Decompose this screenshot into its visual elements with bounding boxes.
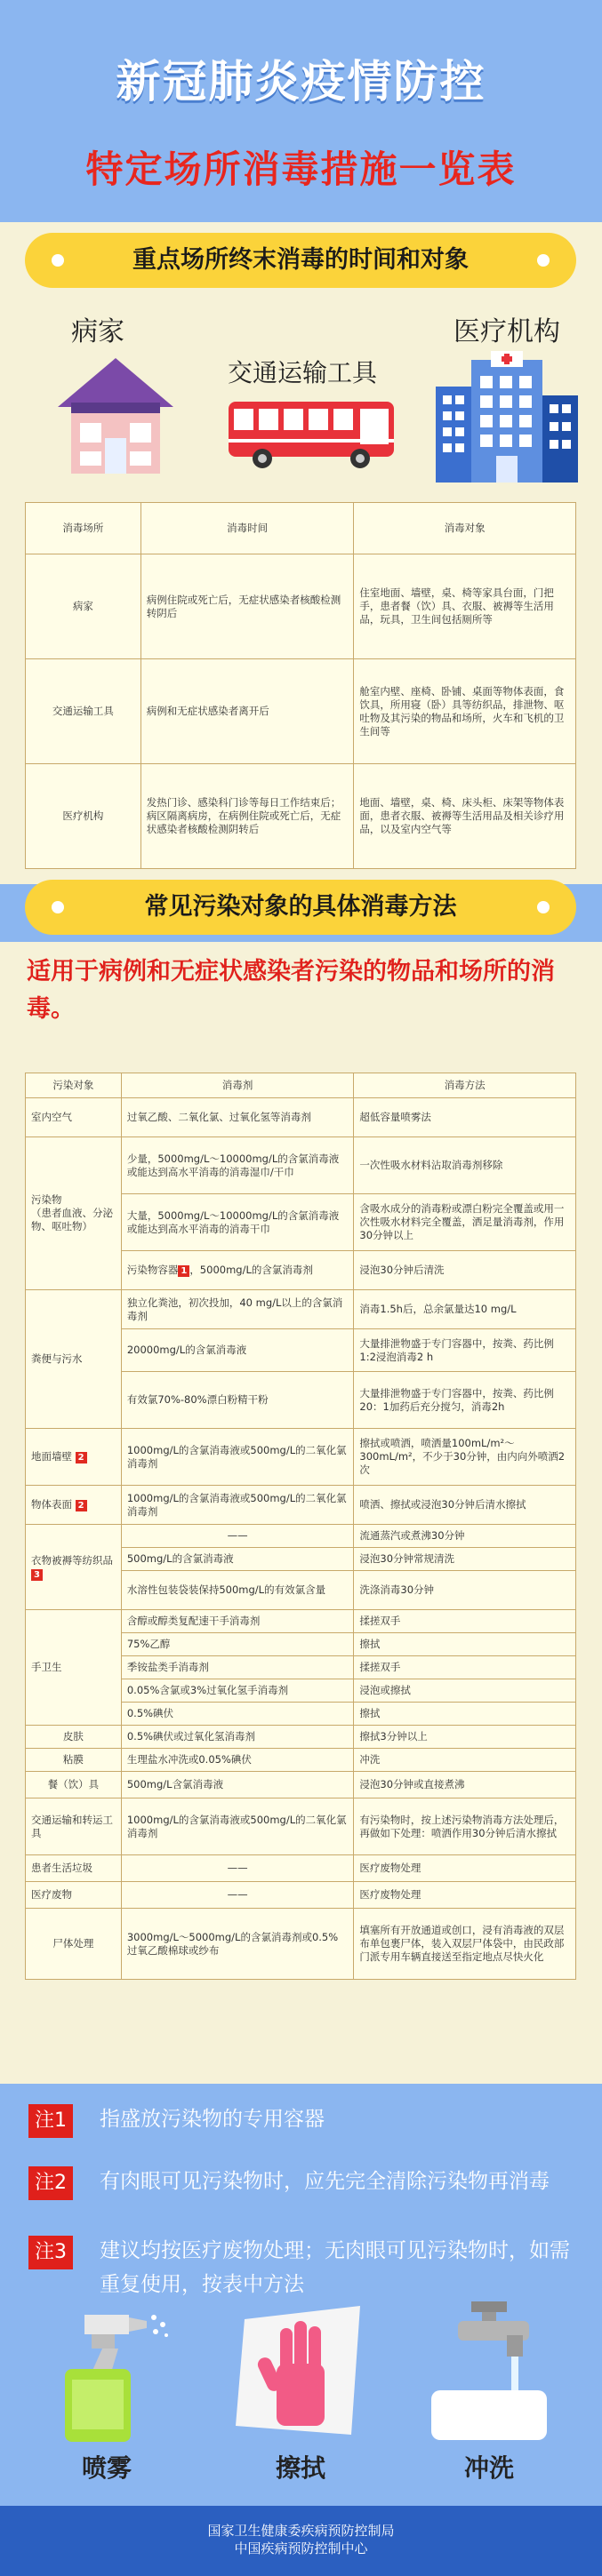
table-cell: 大量排泄物盛于专门容器中，按粪、药比例1:2浸泡消毒2 h <box>354 1329 576 1372</box>
table-cell: 浸泡30分钟后清洗 <box>354 1251 576 1290</box>
cell-text: 物体表面 <box>31 1498 72 1511</box>
table-cell: 病例和无症状感染者离开后 <box>140 659 354 764</box>
table-row <box>26 659 576 764</box>
table-cell: 500mg/L的含氯消毒液 <box>121 1548 354 1571</box>
table-row <box>26 1098 576 1137</box>
note-text: 建议均按医疗废物处理；无肉眼可见污染物时，如需重复使用，按表中方法 <box>100 2239 570 2296</box>
table-cell: 病例住院或死亡后，无症状感染者核酸检测转阴后 <box>140 554 354 659</box>
terminal-disinfection-table <box>25 502 576 869</box>
table-cell: 揉搓双手 <box>354 1656 576 1679</box>
cell-text: ，5000mg/L的含氯消毒剂 <box>189 1264 313 1276</box>
table-cell: 1000mg/L的含氯消毒液或500mg/L的二氧化氯消毒剂 <box>121 1429 354 1486</box>
method-label-spray: 喷雾 <box>81 2453 132 2483</box>
method-label-rinse: 冲洗 <box>463 2453 514 2483</box>
place-label-home: 病家 <box>71 316 124 347</box>
table-row <box>26 1137 576 1194</box>
note-tag: 注2 <box>28 2166 73 2200</box>
table-cell <box>26 1525 122 1610</box>
disinfection-methods-table <box>25 1073 576 1980</box>
table-cell: 尸体处理 <box>26 1909 122 1980</box>
table-cell: —— <box>121 1855 354 1882</box>
table-cell: —— <box>121 1882 354 1909</box>
table-row <box>26 1726 576 1749</box>
table-cell: 1000mg/L的含氯消毒液或500mg/L的二氧化氯消毒剂 <box>121 1486 354 1525</box>
footer-org-1: 国家卫生健康委疾病预防控制局 <box>207 2523 395 2539</box>
table-cell: 交通运输和转运工具 <box>26 1798 122 1855</box>
section2-intro: 适用于病例和无症状感染者污染的物品和场所的消毒。 <box>27 958 555 1023</box>
table-row <box>26 1855 576 1882</box>
note-marker: 1 <box>178 1265 189 1277</box>
page-subtitle: 特定场所消毒措施一览表 <box>85 148 517 191</box>
table-cell: 20000mg/L的含氯消毒液 <box>121 1329 354 1372</box>
table-cell: 手卫生 <box>26 1610 122 1726</box>
table-cell: 水溶性包装袋装保持500mg/L的有效氯含量 <box>121 1571 354 1610</box>
hospital-icon <box>436 351 578 483</box>
table-row <box>26 1610 576 1633</box>
glove-wipe-icon <box>227 2301 369 2444</box>
table-row <box>26 1290 576 1329</box>
table-cell: 住室地面、墙壁，桌、椅等家具台面，门把手，患者餐（饮）具、衣服、被褥等生活用品，玩具，卫生间包括厕所等 <box>354 554 576 659</box>
section1-heading <box>25 233 576 288</box>
table-cell: 地面、墙壁，桌、椅、床头柜、床架等物体表面，患者衣服、被褥等生活用品及相关诊疗用品，以及室内空气等 <box>354 764 576 869</box>
table-cell: 污染物 （患者血液、分泌物、呕吐物） <box>26 1137 122 1290</box>
table-cell: 餐（饮）具 <box>26 1772 122 1798</box>
table-cell: 擦拭 <box>354 1633 576 1656</box>
table-cell: 流通蒸汽或煮沸30分钟 <box>354 1525 576 1548</box>
table-cell: 粪便与污水 <box>26 1290 122 1429</box>
footer <box>0 2506 602 2576</box>
table-cell: 揉搓双手 <box>354 1610 576 1633</box>
table-cell: —— <box>121 1525 354 1548</box>
table-cell: 少量，5000mg/L～10000mg/L的含氯消毒液或能达到高水平消毒的消毒湿巾/干巾 <box>121 1137 354 1194</box>
cell-text: 地面墙壁 <box>31 1450 72 1463</box>
table-row <box>26 554 576 659</box>
page-title: 新冠肺炎疫情防控 <box>116 56 486 108</box>
table-cell: 医疗废物处理 <box>354 1855 576 1882</box>
table-row <box>26 1772 576 1798</box>
table-cell: 交通运输工具 <box>26 659 141 764</box>
table-cell: 粘膜 <box>26 1749 122 1772</box>
table-cell: 擦拭或喷洒，喷洒量100mL/m²～300mL/m²，不少于30分钟，由内向外喷洒2次 <box>354 1429 576 1486</box>
table-header: 消毒对象 <box>354 503 576 554</box>
table-cell: 过氧乙酸、二氧化氯、过氧化氢等消毒剂 <box>121 1098 354 1137</box>
cell-text: 污染物容器 <box>126 1264 179 1276</box>
place-label-medical: 医疗机构 <box>454 316 560 347</box>
note-marker: 2 <box>76 1500 87 1511</box>
table-row <box>26 1429 576 1486</box>
table-cell: 室内空气 <box>26 1098 122 1137</box>
table-cell: 擦拭 <box>354 1703 576 1726</box>
section1-heading-text: 重点场所终末消毒的时间和对象 <box>132 246 469 274</box>
table-cell: 患者生活垃圾 <box>26 1855 122 1882</box>
table-cell: 0.5%碘伏 <box>121 1703 354 1726</box>
table-header: 消毒时间 <box>140 503 354 554</box>
table-cell: 有效氯70%-80%漂白粉精干粉 <box>121 1372 354 1429</box>
table-cell <box>121 1251 354 1290</box>
table-header: 消毒剂 <box>121 1073 354 1098</box>
table-cell: 喷洒、擦拭或浸泡30分钟后清水擦拭 <box>354 1486 576 1525</box>
table-cell: 3000mg/L～5000mg/L的含氯消毒剂或0.5%过氧乙酸棉球或纱布 <box>121 1909 354 1980</box>
table-cell: 皮肤 <box>26 1726 122 1749</box>
table-cell: 大量，5000mg/L～10000mg/L的含氯消毒液或能达到高水平消毒的消毒干巾 <box>121 1194 354 1251</box>
spray-bottle-icon <box>49 2310 173 2444</box>
table-header: 消毒场所 <box>26 503 141 554</box>
table-cell: 生理盐水冲洗或0.05%碘伏 <box>121 1749 354 1772</box>
table-cell: 0.05%含氯或3%过氧化氢手消毒剂 <box>121 1679 354 1703</box>
table-cell <box>26 1429 122 1486</box>
table-cell: 有污染物时，按上述污染物消毒方法处理后，再做如下处理：喷洒作用30分钟后清水擦拭 <box>354 1798 576 1855</box>
table-cell: 医疗废物处理 <box>354 1882 576 1909</box>
footer-org-2: 中国疾病预防控制中心 <box>234 2540 368 2556</box>
table-cell: 超低容量喷雾法 <box>354 1098 576 1137</box>
table-cell: 一次性吸水材料沾取消毒剂移除 <box>354 1137 576 1194</box>
table-cell: 季铵盐类手消毒剂 <box>121 1656 354 1679</box>
method-label-wipe: 擦拭 <box>275 2453 325 2483</box>
note-tag: 注3 <box>28 2236 73 2269</box>
table-cell: 浸泡30分钟常规清洗 <box>354 1548 576 1571</box>
table-cell: 冲洗 <box>354 1749 576 1772</box>
table-cell: 舱室内壁、座椅、卧铺、桌面等物体表面，食饮具，所用寝（卧）具等纺织品，排泄物、呕吐物及其污染的物品和场所，火车和飞机的卫生间等 <box>354 659 576 764</box>
header <box>0 0 602 222</box>
table-row <box>26 1798 576 1855</box>
section2-heading-text: 常见污染对象的具体消毒方法 <box>144 893 457 921</box>
table-row <box>26 764 576 869</box>
bus-icon <box>227 400 396 471</box>
note-tag: 注1 <box>28 2104 73 2138</box>
table-cell <box>26 1486 122 1525</box>
faucet-icon <box>422 2301 556 2444</box>
table-cell: 洗涤消毒30分钟 <box>354 1571 576 1610</box>
table-cell: 含醇或醇类复配速干手消毒剂 <box>121 1610 354 1633</box>
table-cell: 消毒1.5h后，总余氯量达10 mg/L <box>354 1290 576 1329</box>
table-cell: 病家 <box>26 554 141 659</box>
table-cell: 1000mg/L的含氯消毒液或500mg/L的二氧化氯消毒剂 <box>121 1798 354 1855</box>
table-cell: 填塞所有开放通道或创口，浸有消毒液的双层布单包裹尸体，装入双层尸体袋中，由民政部门派专用车辆直接送至指定地点尽快火化 <box>354 1909 576 1980</box>
table-row <box>26 1486 576 1525</box>
note-text: 有肉眼可见污染物时，应先完全清除污染物再消毒 <box>100 2170 550 2193</box>
table-header: 消毒方法 <box>354 1073 576 1098</box>
table-cell: 独立化粪池，初次投加，40 mg/L以上的含氯消毒剂 <box>121 1290 354 1329</box>
table-cell: 75%乙醇 <box>121 1633 354 1656</box>
table-cell: 擦拭3分钟以上 <box>354 1726 576 1749</box>
note-text: 指盛放污染物的专用容器 <box>100 2108 325 2131</box>
table-cell: 500mg/L含氯消毒液 <box>121 1772 354 1798</box>
table-row <box>26 1525 576 1548</box>
table-cell: 含吸水成分的消毒粉或漂白粉完全覆盖或用一次性吸水材料完全覆盖，洒足量消毒剂，作用30分钟以上 <box>354 1194 576 1251</box>
place-label-transport: 交通运输工具 <box>227 358 377 387</box>
note-marker: 2 <box>76 1452 87 1463</box>
note-marker: 3 <box>31 1569 43 1581</box>
table-row <box>26 1749 576 1772</box>
table-cell: 浸泡30分钟或直接煮沸 <box>354 1772 576 1798</box>
section2-heading <box>25 880 576 935</box>
cell-text: 衣物被褥等纺织品 <box>31 1553 113 1567</box>
house-icon <box>53 354 178 478</box>
table-cell: 0.5%碘伏或过氧化氢消毒剂 <box>121 1726 354 1749</box>
table-cell: 发热门诊、感染科门诊等每日工作结束后；病区隔离病房，在病例住院或死亡后，无症状感染者核酸检测阴转后 <box>140 764 354 869</box>
table-header-row <box>26 1073 576 1098</box>
table-row <box>26 1909 576 1980</box>
table-cell: 医疗机构 <box>26 764 141 869</box>
table-cell: 医疗废物 <box>26 1882 122 1909</box>
table-header-row <box>26 503 576 554</box>
table-cell: 浸泡或擦拭 <box>354 1679 576 1703</box>
table-row <box>26 1882 576 1909</box>
table-cell: 大量排泄物盛于专门容器中，按粪、药比例20：1加药后充分搅匀，消毒2h <box>354 1372 576 1429</box>
table-header: 污染对象 <box>26 1073 122 1098</box>
